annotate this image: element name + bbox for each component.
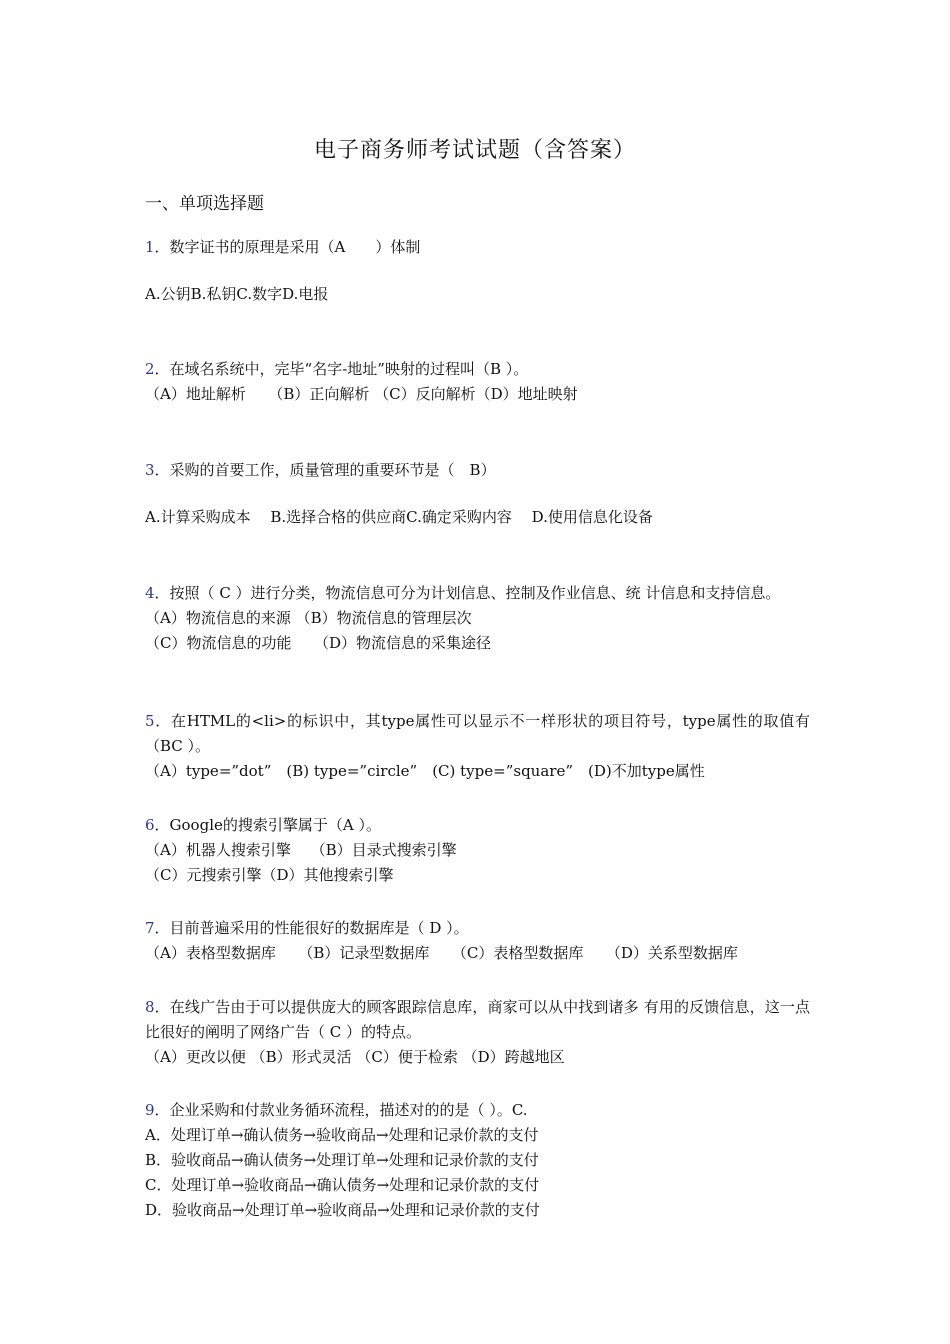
- question-stem: 4．按照（ C ）进行分类，物流信息可分为计划信息、控制及作业信息、统 计信息和支持信息。: [145, 584, 781, 602]
- question-stem: 3．采购的首要工作，质量管理的重要环节是（ B）: [145, 461, 496, 479]
- page-title: 电子商务师考试试题（含答案）: [313, 138, 636, 163]
- option-line: （C）元搜索引擎（D）其他搜索引擎: [145, 866, 394, 884]
- question-number: 3: [145, 461, 155, 479]
- question-9: [145, 1098, 810, 1223]
- question-3: [145, 458, 810, 530]
- option-line: （C）物流信息的功能 （D）物流信息的采集途径: [145, 634, 492, 652]
- question-stem: 5．在HTML的<li>的标识中，其type属性可以显示不一样形状的项目符号，type属性的取值有（BC ）。: [145, 712, 810, 755]
- question-6: [145, 813, 810, 888]
- option-line: （A）物流信息的来源 （B）物流信息的管理层次: [145, 609, 472, 627]
- option-line: A.公钥B.私钥C.数字D.电报: [145, 285, 329, 303]
- question-number: 4: [145, 584, 155, 602]
- option-line: （A）地址解析 （B）正向解析 （C）反向解析（D）地址映射: [145, 385, 578, 403]
- option-line: A．处理订单→确认债务→验收商品→处理和记录价款的支付: [145, 1126, 539, 1144]
- option-line: D．验收商品→处理订单→验收商品→处理和记录价款的支付: [145, 1201, 540, 1219]
- question-stem: 9．企业采购和付款业务循环流程，描述对的的是（ ）。C.: [145, 1101, 528, 1119]
- question-stem: 2．在域名系统中，完毕“名字-地址”映射的过程叫（B ）。: [145, 360, 529, 378]
- question-1: [145, 235, 810, 307]
- question-number: 2: [145, 360, 155, 378]
- question-number: 6: [145, 816, 155, 834]
- question-number: 5: [145, 712, 155, 730]
- question-number: 7: [145, 919, 155, 937]
- question-2: [145, 357, 810, 407]
- question-4: [145, 581, 810, 656]
- section-heading: 一、单项选择题: [145, 194, 264, 214]
- question-stem: 1．数字证书的原理是采用（A ）体制: [145, 238, 421, 256]
- question-5: [145, 709, 810, 784]
- option-line: B．验收商品→确认债务→处理订单→处理和记录价款的支付: [145, 1151, 539, 1169]
- option-line: （A）表格型数据库 （B）记录型数据库 （C）表格型数据库 （D）关系型数据库: [145, 944, 738, 962]
- question-stem: 6．Google的搜索引擎属于（A ）。: [145, 816, 381, 834]
- question-7: [145, 916, 810, 966]
- question-stem: 7．目前普遍采用的性能很好的数据库是（ D ）。: [145, 919, 469, 937]
- question-8: [145, 995, 810, 1070]
- option-line: （A）机器人搜索引擎 （B）目录式搜索引擎: [145, 841, 457, 859]
- option-line: C．处理订单→验收商品→确认债务→处理和记录价款的支付: [145, 1176, 540, 1194]
- option-line: A.计算采购成本 B.选择合格的供应商C.确定采购内容 D.使用信息化设备: [145, 508, 653, 526]
- option-line: （A）type=”dot” (B) type=”circle” (C) type=”square” (D)不加type属性: [145, 762, 705, 780]
- question-number: 1: [145, 238, 155, 256]
- question-number: 9: [145, 1101, 155, 1119]
- option-line: （A）更改以便 （B）形式灵活 （C）便于检索 （D）跨越地区: [145, 1048, 565, 1066]
- question-number: 8: [145, 998, 155, 1016]
- question-stem: 8．在线广告由于可以提供庞大的顾客跟踪信息库，商家可以从中找到诸多 有用的反馈信息，这一点比很好的阐明了网络广告（ C ）的特点。: [145, 998, 810, 1041]
